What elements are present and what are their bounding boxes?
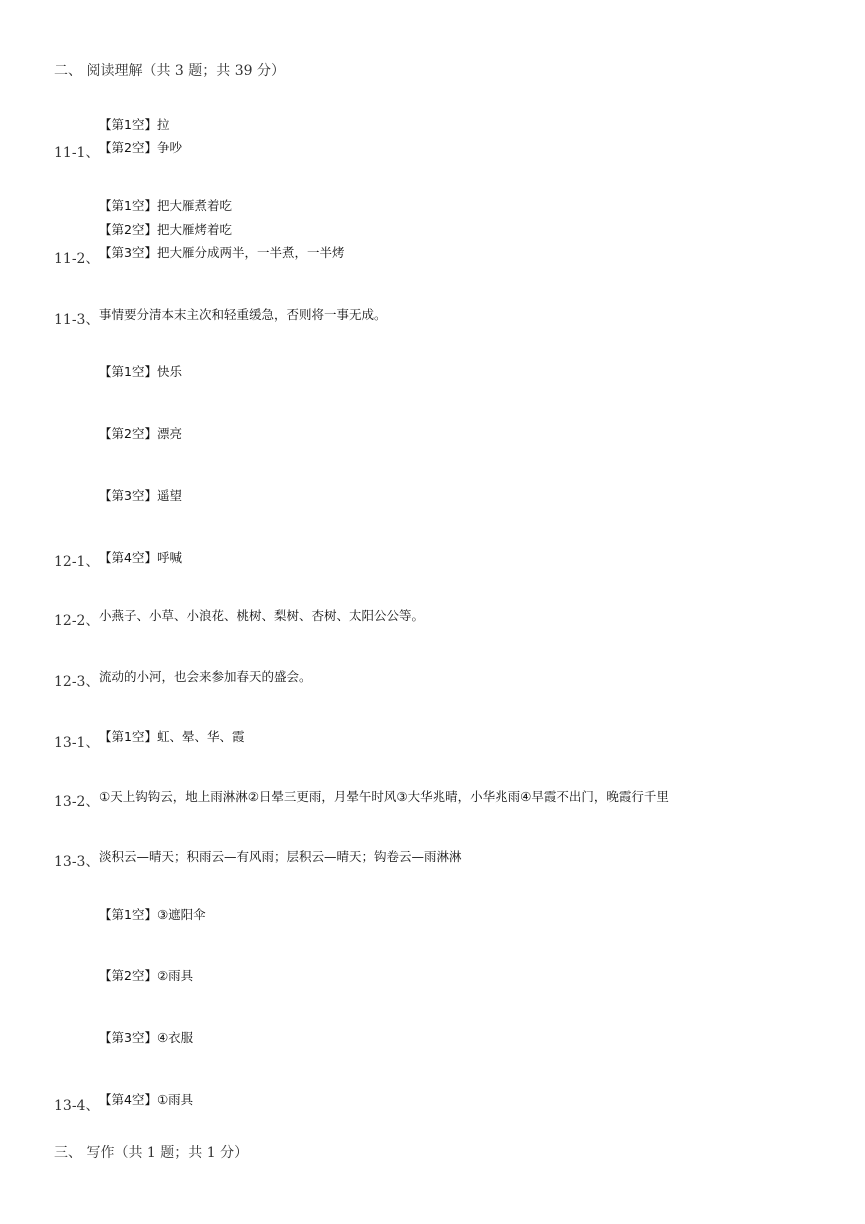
answer-line: 事情要分清本末主次和轻重缓急，否则将一事无成。 bbox=[99, 307, 387, 322]
answer-line: 【第2空】争吵 bbox=[99, 140, 182, 155]
question-number: 11-1、 bbox=[54, 145, 100, 161]
question-number: 11-3、 bbox=[54, 312, 100, 328]
section-heading-writing: 三、 写作（共 1 题；共 1 分） bbox=[54, 1145, 249, 1161]
question-number: 12-2、 bbox=[54, 613, 100, 629]
answer-line: 【第1空】虹、晕、华、霞 bbox=[99, 729, 245, 744]
answer-line: 【第2空】把大雁烤着吃 bbox=[99, 222, 232, 237]
answer-line: 【第3空】遥望 bbox=[99, 488, 182, 503]
question-number: 13-1、 bbox=[54, 735, 100, 751]
question-number: 13-4、 bbox=[54, 1098, 100, 1114]
answer-line: 【第3空】把大雁分成两半，一半煮，一半烤 bbox=[99, 245, 345, 260]
question-number: 13-2、 bbox=[54, 794, 100, 810]
answer-line: 【第1空】快乐 bbox=[99, 364, 182, 379]
answer-line: 【第1空】③遮阳伞 bbox=[99, 907, 206, 922]
answer-line: 流动的小河，也会来参加春天的盛会。 bbox=[99, 669, 312, 684]
answer-line: 淡积云—晴天；积雨云—有风雨；层积云—晴天；钩卷云—雨淋淋 bbox=[99, 849, 462, 864]
answer-line: 【第4空】①雨具 bbox=[99, 1092, 194, 1107]
question-number: 12-3、 bbox=[54, 674, 100, 690]
question-number: 11-2、 bbox=[54, 251, 100, 267]
section-heading-reading: 二、 阅读理解（共 3 题；共 39 分） bbox=[54, 63, 285, 79]
answer-line: 【第1空】把大雁煮着吃 bbox=[99, 198, 232, 213]
answer-line: 【第4空】呼喊 bbox=[99, 550, 182, 565]
answer-line: 【第2空】漂亮 bbox=[99, 426, 182, 441]
answer-line: 小燕子、小草、小浪花、桃树、梨树、杏树、太阳公公等。 bbox=[99, 608, 425, 623]
answer-line: 【第3空】④衣服 bbox=[99, 1030, 194, 1045]
question-number: 12-1、 bbox=[54, 554, 100, 570]
answer-line: 【第2空】②雨具 bbox=[99, 968, 194, 983]
answer-line: ①天上钩钩云，地上雨淋淋②日晕三更雨，月晕午时风③大华兆晴，小华兆雨④早霞不出门，晚霞行千里 bbox=[99, 789, 669, 804]
question-number: 13-3、 bbox=[54, 854, 100, 870]
answer-line: 【第1空】拉 bbox=[99, 117, 170, 132]
